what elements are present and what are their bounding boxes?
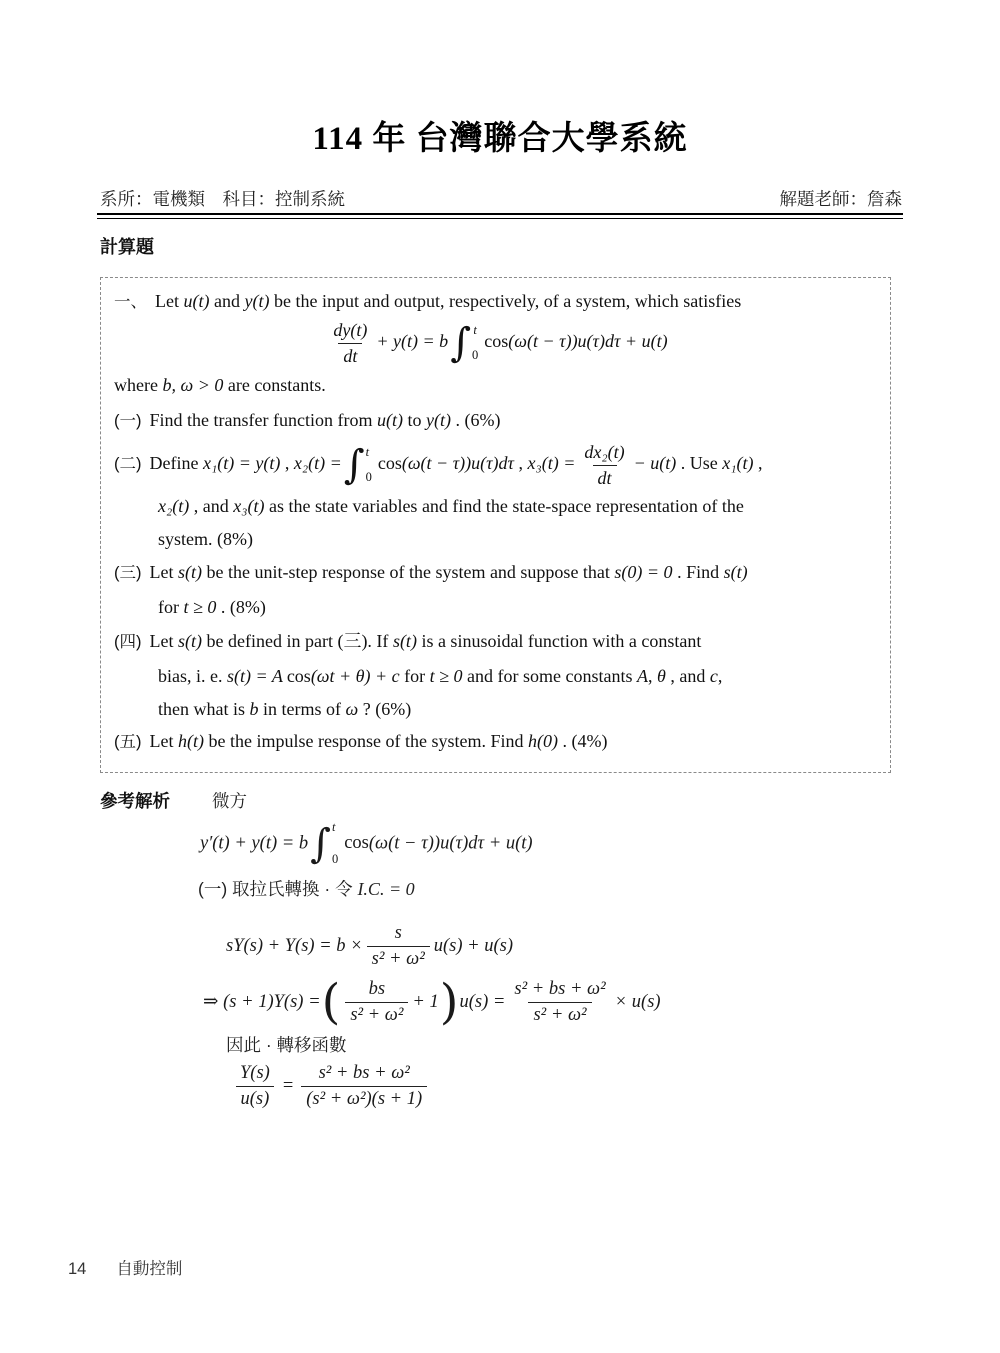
text: . (6%) (450, 410, 501, 430)
fraction-denominator: dt (593, 465, 617, 490)
header-dept-subject: 系所：電機類 科目：控制系統 (100, 189, 345, 209)
fraction-numerator: bs (368, 979, 386, 999)
footer-page-number: 14 (68, 1260, 87, 1278)
math-inline: s(t) (723, 562, 748, 582)
math-inline: u(t) (183, 291, 210, 311)
problem-box (100, 277, 891, 773)
text: , and (665, 666, 710, 686)
solution-heading-row (100, 788, 247, 813)
math-inline: u(s) + u(s) (433, 935, 514, 956)
integral-glyph: ∫ (310, 821, 331, 867)
part3-line2 (114, 596, 878, 618)
page-title: 114 年 台灣聯合大學系統 (312, 121, 688, 157)
math-inline: (ωt + θ) + c (310, 666, 400, 686)
part4-line2 (114, 665, 878, 687)
part4-line1 (114, 630, 878, 653)
text: bias, i. e. (158, 666, 227, 686)
text: be defined in part (三). If (202, 631, 393, 651)
integral-glyph: ∫ (450, 320, 472, 366)
math-inline: s(t) (392, 631, 417, 651)
fraction-numerator: s² + bs + ω² (514, 979, 606, 999)
text: , (648, 666, 657, 686)
text: be the input and output, respectively, of a system, which satisfies (269, 291, 742, 311)
fraction-numerator: s² + bs + ω² (318, 1063, 410, 1083)
math-inline: + y(t) = b (376, 331, 449, 352)
fraction (509, 978, 610, 1027)
fraction-denominator: u(s) (236, 1086, 275, 1111)
part-label: (三) (114, 564, 142, 582)
cos-function: cos (484, 331, 509, 352)
solution-eq1 (200, 822, 533, 866)
math-inline: I.C. = 0 (357, 879, 415, 899)
header-divider (97, 213, 903, 219)
math-inline: × u(s) (614, 991, 661, 1012)
part2-line2 (114, 495, 878, 517)
solution-eq2 (226, 922, 513, 971)
math-inline: s(0) = 0 (614, 562, 673, 582)
math-inline: A (637, 666, 648, 686)
text: system. (8%) (158, 529, 253, 549)
math-inline: θ (657, 666, 666, 686)
text: Define (149, 453, 203, 474)
math-inline: sY(s) + Y(s) = b × (226, 935, 363, 956)
fraction-denominator: s² + ω² (345, 1002, 408, 1027)
integral-upper-limit: t (365, 445, 370, 459)
part1-line (114, 409, 878, 432)
math-inline: t ≥ 0 (183, 597, 217, 617)
fraction (301, 1062, 427, 1111)
integral (450, 321, 478, 365)
section-heading: 計算題 (100, 237, 154, 257)
math-inline: y′(t) + y(t) = b (200, 833, 309, 854)
part2-line3 (114, 528, 878, 550)
text: ? (6%) (358, 699, 412, 719)
big-right-paren: ) (439, 974, 459, 1031)
integral-glyph: ∫ (343, 442, 365, 488)
page-footer (68, 1255, 182, 1279)
text: then what is (158, 699, 250, 719)
text: , (280, 453, 294, 474)
solution-step1 (198, 876, 415, 901)
text: be the impulse response of the system. Find (204, 731, 528, 751)
math-inline: − u(t) (633, 453, 677, 474)
text: , (514, 453, 528, 474)
part4-line3 (114, 698, 878, 720)
math-inline: x₃(t) (233, 496, 265, 516)
math-inline: u(t) (376, 410, 403, 430)
cos-function: cos (344, 833, 369, 854)
text: in terms of (258, 699, 346, 719)
problem-number-label: 一、 (114, 293, 147, 311)
solution-eq4 (231, 1062, 431, 1111)
equals-sign: = (282, 1075, 294, 1096)
text: Let (149, 631, 178, 651)
fraction-denominator: (s² + ω²)(s + 1) (301, 1086, 427, 1111)
part-label: (四) (114, 633, 142, 651)
math-inline: b (249, 699, 259, 719)
text: , (717, 666, 723, 686)
integral (344, 443, 372, 487)
fraction-numerator: dx₂(t) (584, 442, 625, 462)
math-inline: + 1 (412, 991, 439, 1012)
solution-step2: 因此 · 轉移函數 (226, 1035, 347, 1055)
fraction (367, 922, 430, 971)
text: (一) 取拉氏轉換 · 令 (198, 879, 358, 899)
text: for (399, 666, 430, 686)
text: be the unit-step response of the system and suppose that (202, 562, 615, 582)
text: Let (149, 731, 178, 751)
text: Let (149, 562, 178, 582)
integral-lower-limit: 0 (331, 852, 339, 866)
text: as the state variables and find the state-space representation of the (264, 496, 744, 516)
big-left-paren: ( (321, 974, 341, 1031)
math-inline: s(t) = A (227, 666, 283, 686)
math-inline: (s + 1)Y(s) = (218, 991, 321, 1012)
problem-main-equation (114, 319, 878, 367)
part5-line (114, 730, 878, 753)
fraction-denominator: s² + ω² (528, 1002, 591, 1027)
math-inline: (ω(t − τ))u(τ)dτ (401, 453, 514, 474)
math-inline: c (709, 666, 718, 686)
text: to (402, 410, 426, 430)
where-line (114, 374, 878, 396)
fraction-numerator: Y(s) (240, 1063, 270, 1083)
fraction-denominator: s² + ω² (367, 946, 430, 971)
part3-line1 (114, 561, 878, 584)
integral-lower-limit: 0 (472, 348, 479, 362)
solution-method: 微方 (212, 791, 247, 811)
math-inline: x₂(t) (158, 496, 190, 516)
math-inline: u(s) = (459, 991, 506, 1012)
math-inline: h(t) (178, 731, 204, 751)
fraction (235, 1062, 275, 1111)
integral-lower-limit: 0 (365, 470, 372, 484)
math-inline: b, ω > 0 (162, 375, 224, 395)
fraction (328, 319, 372, 367)
text: Find the transfer function from (149, 410, 377, 430)
cos-function: cos (286, 666, 311, 686)
text: for (158, 597, 184, 617)
problem-intro-line (114, 290, 878, 313)
text: , (753, 453, 763, 474)
math-inline: x₁(t) = y(t) (202, 453, 281, 474)
text: . (4%) (557, 731, 608, 751)
part2-line1 (114, 441, 878, 489)
part-label: (五) (114, 733, 142, 751)
part-label: (二) (114, 455, 142, 474)
math-inline: x₃(t) = (527, 453, 576, 474)
text: . Find (672, 562, 724, 582)
part-label: (一) (114, 412, 142, 430)
math-inline: y(t) (425, 410, 451, 430)
header-solver: 解題老師：詹森 (779, 189, 902, 209)
math-inline: (ω(t − τ))u(τ)dτ + u(t) (508, 331, 668, 352)
solution-eq3 (203, 974, 661, 1031)
math-inline: x₁(t) (722, 453, 754, 474)
text: . (8%) (216, 597, 266, 617)
math-inline: h(0) (527, 731, 558, 751)
cos-function: cos (377, 453, 402, 474)
text: is a sinusoidal function with a constant (416, 631, 702, 651)
text: . Use (676, 453, 723, 474)
solution-heading: 參考解析 (100, 791, 170, 811)
integral (310, 822, 338, 866)
text: are constants. (223, 375, 326, 395)
text: and for some constants (462, 666, 637, 686)
math-inline: ω (345, 699, 359, 719)
text: where (114, 375, 163, 395)
text: Let (155, 291, 184, 311)
text: , and (189, 496, 234, 516)
math-inline: x₂(t) = (293, 453, 342, 474)
math-inline: t ≥ 0 (429, 666, 463, 686)
text: and (209, 291, 245, 311)
fraction (579, 441, 629, 489)
integral-upper-limit: t (331, 820, 336, 834)
footer-book-title: 自動控制 (116, 1260, 183, 1278)
fraction (345, 978, 408, 1027)
integral-upper-limit: t (473, 323, 477, 337)
math-inline: s(t) (178, 631, 202, 651)
implies-arrow: ⇒ (203, 991, 219, 1012)
header-row (100, 186, 902, 211)
math-inline: (ω(t − τ))u(τ)dτ + u(t) (368, 833, 533, 854)
fraction-numerator: s (394, 923, 402, 943)
math-inline: y(t) (244, 291, 270, 311)
math-inline: s(t) (178, 562, 202, 582)
fraction-denominator: dt (338, 343, 362, 368)
fraction-numerator: dy(t) (333, 320, 368, 340)
